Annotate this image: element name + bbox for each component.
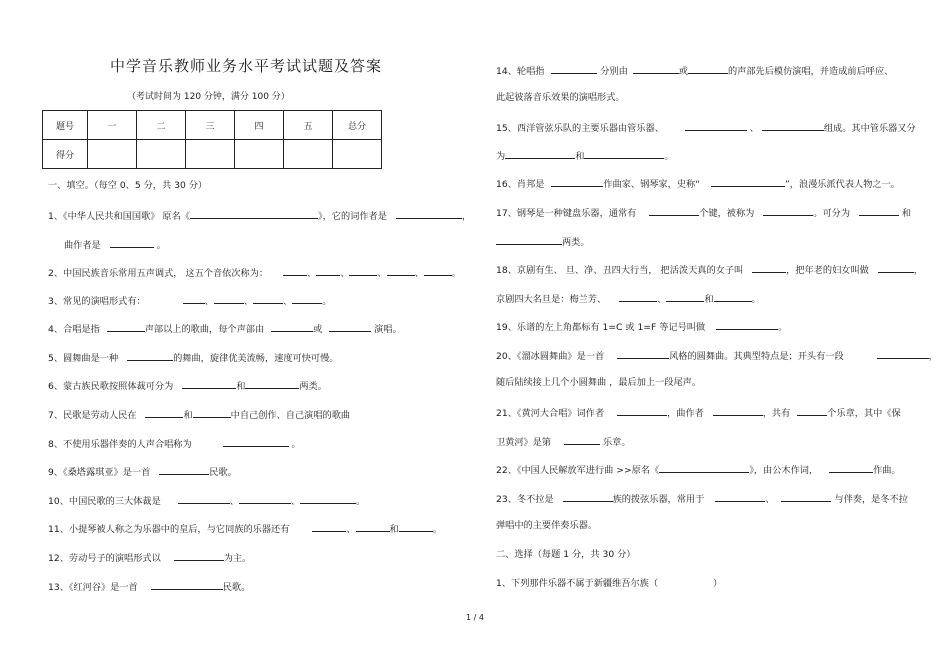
question-5: 5、圆舞曲是一种 的舞曲，旋律优美流畅，速度可快可慢。 [48, 353, 339, 364]
choice-question-1: 1、下列那件乐器不属于新疆维吾尔族（ ） [496, 578, 723, 589]
answer-blank[interactable] [762, 121, 824, 131]
question-21-cont: 卫黄河》是第 乐章。 [496, 437, 631, 448]
answer-blank[interactable] [633, 64, 679, 74]
answer-blank[interactable] [666, 292, 704, 302]
answer-blank[interactable] [151, 580, 223, 590]
question-20-cont: 随后陆续接上几个小圆舞曲 ，最后加上一段尾声。 [496, 377, 702, 388]
answer-blank[interactable] [174, 551, 224, 561]
answer-blank[interactable] [859, 206, 899, 216]
answer-blank[interactable] [564, 435, 600, 445]
score-cell [88, 140, 137, 169]
score-header-cell: 总分 [333, 111, 382, 140]
question-15-cont: 为 和 。 [496, 151, 674, 162]
answer-blank[interactable] [190, 209, 318, 219]
answer-blank[interactable] [223, 437, 289, 447]
answer-blank[interactable] [505, 149, 575, 159]
answer-blank[interactable] [214, 294, 244, 304]
answer-blank[interactable] [178, 494, 230, 504]
answer-blank[interactable] [245, 379, 299, 389]
question-7: 7、民歌是劳动人民在 和 中自己创作、自己演唱的歌曲 [48, 410, 351, 421]
answer-blank[interactable] [551, 177, 603, 187]
answer-blank[interactable] [617, 406, 667, 416]
answer-blank[interactable] [182, 379, 236, 389]
answer-blank[interactable] [183, 294, 205, 304]
question-3: 3、常见的演唱形式有： 、 、 、 。 [48, 296, 332, 307]
answer-blank[interactable] [617, 349, 669, 359]
answer-blank[interactable] [300, 494, 356, 504]
answer-blank[interactable] [649, 206, 699, 216]
answer-blank[interactable] [716, 320, 778, 330]
score-cell [333, 140, 382, 169]
answer-blank[interactable] [239, 494, 291, 504]
section-multiple-choice: 二、选择（每题 1 分，共 30 分） [496, 549, 636, 560]
question-23: 23、冬不拉是 族的拨弦乐器，常用于 、 与伴奏，是冬不拉 [496, 494, 908, 505]
page-title: 中学音乐教师业务水平考试试题及答案 [110, 57, 383, 75]
score-header-cell: 一 [88, 111, 137, 140]
question-15: 15、西洋管弦乐队的主要乐器由管乐器、 、 组成。其中管乐器又分 [496, 123, 916, 134]
score-cell [235, 140, 284, 169]
score-table-header-row [43, 111, 382, 140]
answer-blank[interactable] [659, 463, 749, 473]
score-header-cell: 三 [186, 111, 235, 140]
question-14: 14、轮唱指 分别由 或 的声部先后模仿演唱，并造成前后呼应、 [496, 66, 894, 77]
answer-blank[interactable] [584, 149, 664, 159]
answer-blank[interactable] [551, 64, 597, 74]
answer-blank[interactable] [763, 206, 813, 216]
question-23-cont: 弹唱中的主要伴奏乐器。 [496, 520, 598, 531]
question-10: 10、中国民歌的三大体裁是 、 、 。 [48, 496, 366, 507]
answer-blank[interactable] [711, 177, 785, 187]
answer-blank[interactable] [271, 322, 313, 332]
answer-blank[interactable] [878, 263, 914, 273]
question-18: 18、京剧有生、 旦、净、丑四大行当， 把活泼天真的女子叫 ，把年老的妇女叫做 ， [496, 265, 923, 276]
question-14-cont: 此起彼落音乐效果的演唱形式。 [496, 92, 625, 103]
answer-blank[interactable] [496, 235, 562, 245]
score-row-label: 得分 [43, 140, 88, 169]
question-16: 16、肖邦是 作曲家、钢琴家，史称“ ”，浪漫乐派代表人物之一。 [496, 179, 900, 190]
score-cell [137, 140, 186, 169]
question-6: 6、蒙古族民歌按照体裁可分为 和 两类。 [48, 381, 327, 392]
question-22: 22、《中国人民解放军进行曲 >>原名《 》，由公木作词， 作曲。 [496, 465, 901, 476]
answer-blank[interactable] [399, 522, 433, 532]
question-4: 4、合唱是指 声部以上的歌曲，每个声部由 或 演唱。 [48, 324, 402, 335]
answer-blank[interactable] [159, 465, 209, 475]
answer-blank[interactable] [396, 209, 462, 219]
question-13: 13、《红河谷》是一首 民歌。 [48, 582, 251, 593]
answer-blank[interactable] [316, 266, 340, 276]
answer-blank[interactable] [127, 351, 173, 361]
answer-blank[interactable] [145, 408, 183, 418]
answer-blank[interactable] [107, 322, 145, 332]
answer-blank[interactable] [349, 266, 377, 276]
answer-blank[interactable] [424, 266, 452, 276]
answer-blank[interactable] [253, 294, 283, 304]
question-19: 19、乐谱的左上角都标有 1=C 或 1=F 等记号叫做 。 [496, 322, 788, 333]
answer-blank[interactable] [563, 492, 613, 502]
question-1: 1、《中华人民共和国国歌》 原名《 》，它的词作者是 ， [48, 211, 471, 222]
question-17-cont: 两类。 [496, 235, 590, 249]
answer-blank[interactable] [283, 266, 307, 276]
score-header-cell: 四 [235, 111, 284, 140]
answer-blank[interactable] [797, 406, 827, 416]
answer-blank[interactable] [714, 292, 752, 302]
question-21: 21、《黄河大合唱》词作者 ，曲作者 ，共有 个乐章，其中《保 [496, 408, 901, 419]
question-2: 2、中国民族音乐常用五声调式， 这五个音依次称为： 、 、 、 、 。 [48, 268, 461, 279]
score-cell [284, 140, 333, 169]
answer-blank[interactable] [752, 263, 786, 273]
answer-blank[interactable] [312, 522, 346, 532]
question-8: 8、不使用乐器伴奏的人声合唱称为 。 [48, 439, 301, 450]
question-18-cont: 京剧四大名旦是：梅兰芳、 、 和 。 [496, 294, 761, 305]
answer-blank[interactable] [688, 64, 728, 74]
score-header-cell: 五 [284, 111, 333, 140]
answer-blank[interactable] [619, 292, 657, 302]
answer-blank[interactable] [715, 492, 765, 502]
section-fill-in: 一、填空。（每空 0、5 分，共 30 分） [48, 180, 208, 191]
score-header-cell: 二 [137, 111, 186, 140]
answer-blank[interactable] [387, 266, 415, 276]
answer-blank[interactable] [713, 406, 763, 416]
answer-blank[interactable] [781, 492, 831, 502]
score-table [42, 110, 382, 169]
question-12: 12、劳动号子的演唱形式以 为主。 [48, 553, 252, 564]
question-9: 9、《桑塔露琪亚》是一首 民歌。 [48, 467, 237, 478]
answer-blank[interactable] [356, 522, 390, 532]
answer-blank[interactable] [685, 121, 747, 131]
answer-blank[interactable] [292, 294, 322, 304]
question-1-cont: 曲作者是 。 [64, 240, 166, 251]
question-11: 11、小提琴被人称之为乐器中的皇后，与它同族的乐器还有 、 和 。 [48, 524, 442, 535]
score-cell [186, 140, 235, 169]
answer-blank[interactable] [110, 238, 154, 248]
score-table-score-row [43, 140, 382, 169]
answer-blank[interactable] [829, 463, 873, 473]
question-20: 20、《溜冰圆舞曲》是一首 风格的圆舞曲。其典型特点是；开头有一段 ， [496, 351, 938, 362]
score-header-cell: 题号 [43, 111, 88, 140]
question-17: 17、钢琴是一种键盘乐器，通常有 个键，被称为 。可分为 和 [496, 208, 912, 219]
answer-blank[interactable] [329, 322, 371, 332]
answer-blank[interactable] [193, 408, 231, 418]
answer-blank[interactable] [877, 349, 929, 359]
exam-subtitle: （考试时间为 120 分钟，满分 100 分） [127, 92, 290, 102]
page-number: 1 / 4 [466, 613, 484, 622]
